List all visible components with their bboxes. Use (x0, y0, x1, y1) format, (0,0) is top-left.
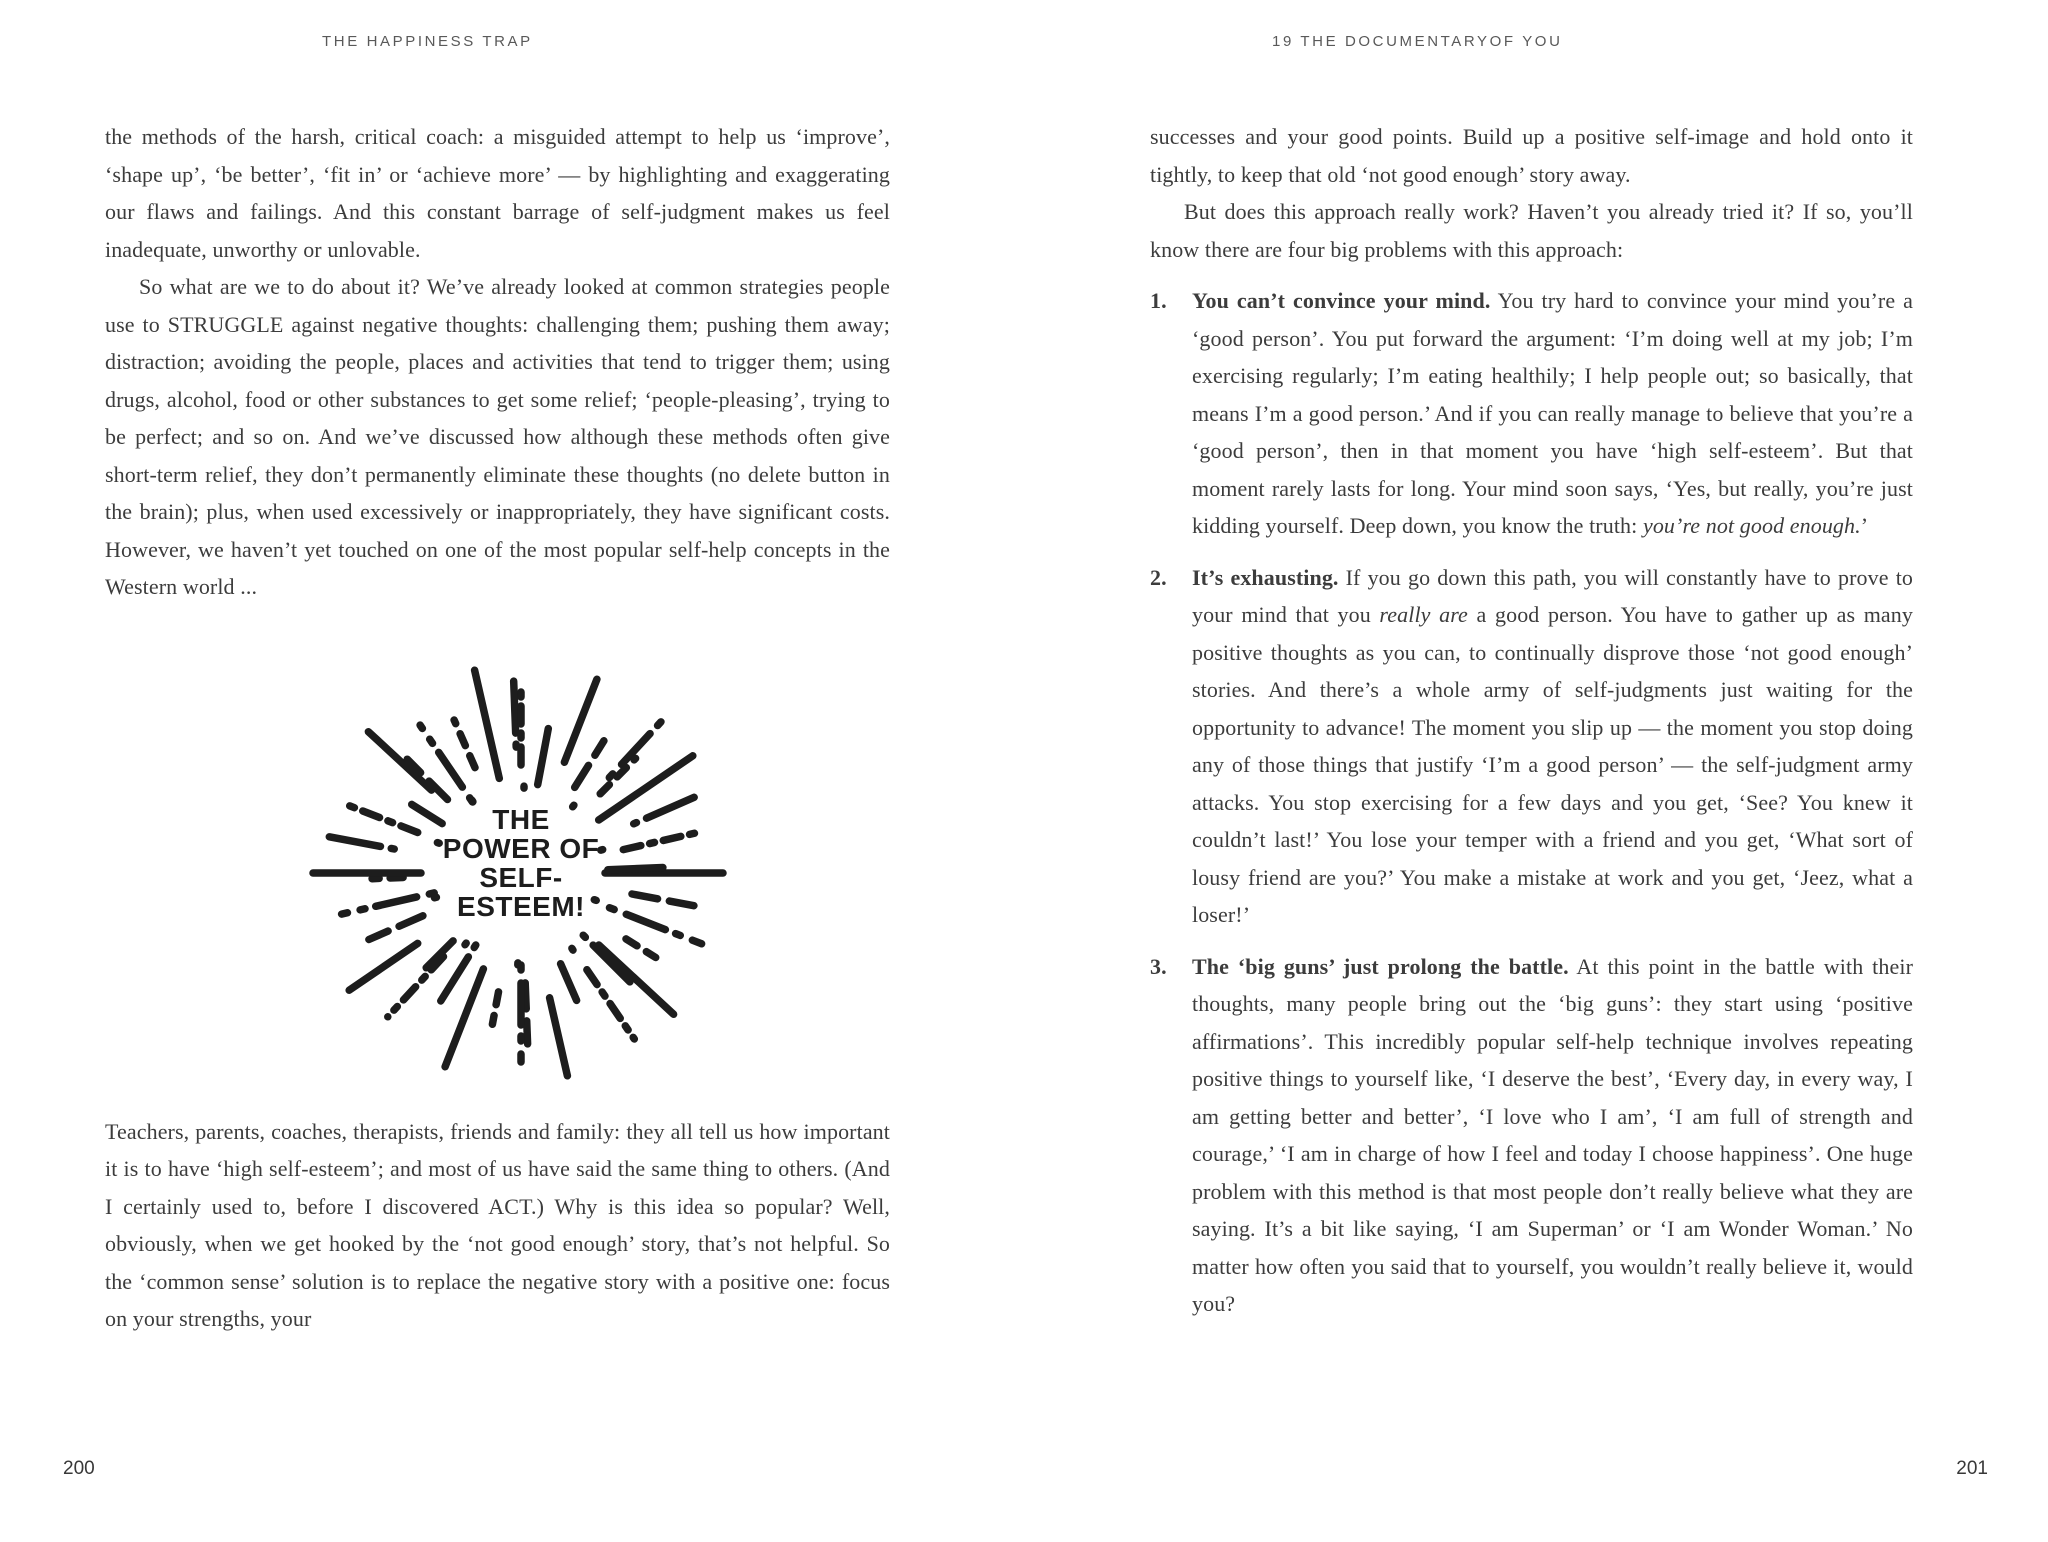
left-running-head: THE HAPPINESS TRAP (322, 33, 533, 50)
self-esteem-sunburst-illustration (105, 658, 890, 1088)
left-page-number: 200 (63, 1458, 95, 1479)
right-page-text-column (1150, 118, 1913, 1323)
paragraph: the methods of the harsh, critical coach: a misguided attempt to help us ‘improve’, ‘shape up’, ‘be better’, ‘fit in’ or ‘achieve more’ — by highlighting and exaggerating our flaws and failings. And this constant barrage of self-judgment makes us feel inadequate, unworthy or unlovable. (105, 124, 890, 262)
list-item-italic-text: you’re not good enough. (1642, 513, 1861, 538)
paragraph: So what are we to do about it? We’ve already looked at common strategies people use to STRUGGLE against negative thoughts: challenging them; pushing them away; distraction; avoiding the people, places and activities that tend to trigger them; using drugs, alcohol, food or other substances to get some relief; ‘people-pleasing’, trying to be perfect; and so on. And we’ve discussed how although these methods often give short-term relief, they don’t permanently eliminate these thoughts (no delete button in the brain); plus, when used excessively or inappropriately, they have significant costs. However, we haven’t yet touched on one of the most popular self-help concepts in the Western world ... (105, 274, 890, 599)
list-item-text: If you go down this path, you will constantly have to prove to your mind that you (1192, 564, 1914, 627)
left-page-text-column (105, 118, 890, 1338)
paragraph: Teachers, parents, coaches, therapists, friends and family: they all tell us how important it is to have ‘high self-esteem’; and most of us have said the same thing to others. (And I certainly used to, before I discovered ACT.) Why is this idea so popular? Well, obviously, when we get hooked by the ‘not good enough’ story, that’s not helpful. So the ‘common sense’ solution is to replace the negative story with a positive one: focus on your strengths, your (105, 1118, 890, 1331)
list-item-bold-lead: You can’t convince your mind. (1192, 288, 1491, 313)
burst-text-line: THE (491, 803, 550, 835)
list-item-bold-lead: The ‘big guns’ just prolong the battle. (1192, 953, 1569, 979)
right-running-head: 19 THE DOCUMENTARYOF YOU (1272, 33, 1563, 50)
list-item (1150, 282, 1913, 545)
list-item-number: 2. (1150, 564, 1167, 590)
list-item-number: 3. (1150, 953, 1167, 979)
list-item-text: You try hard to convince your mind you’re a ‘good person’. You put forward the argument: ‘I’m doing well at my job; I’m exercising regularly; I’m eating healthily; I help people out; so basically, that means I’m a good person.’ And if you can really manage to believe that you’re a ‘good person’, then in that moment you have ‘high self-esteem’. But that moment rarely lasts for long. Your mind soon says, ‘Yes, but really, you’re just kidding yourself. Deep down, you know the truth: (1192, 288, 1913, 538)
list-item-text: At this point in the battle with their thoughts, many people bring out the ‘big guns’: they start using ‘positive affirmations’. This incredibly popular self-help technique involves repeating positive things to yourself like, ‘I deserve the best’, ‘Every day, in every way, I am getting better and better’, ‘I love who I am’, ‘I am full of strength and courage,’ ‘I am in charge of how I feel and today I choose happiness’. One huge problem with this method is that most people don’t really believe what they are saying. It’s a bit like saying, ‘I am Superman’ or ‘I am Wonder Woman.’ No matter how often you said that to yourself, you wouldn’t really believe it, would you? (1192, 953, 1913, 1316)
list-item (1150, 948, 1913, 1323)
list-item (1150, 559, 1913, 934)
list-item-number: 1. (1150, 288, 1167, 313)
list-item-text: ’ (1860, 513, 1869, 538)
sunburst-icon (306, 658, 736, 1088)
right-page-number: 201 (1956, 1458, 1988, 1479)
burst-text-line: ESTEEM! (456, 890, 585, 922)
list-item-bold-lead: It’s exhausting. (1192, 564, 1339, 590)
burst-text-line: SELF- (478, 861, 563, 893)
burst-text-line: POWER OF (442, 832, 599, 864)
problems-list (1150, 282, 1913, 1323)
paragraph: successes and your good points. Build up a positive self-image and hold onto it tightly, to keep that old ‘not good enough’ story away. (1150, 124, 1913, 187)
list-item-text: a good person. You have to gather up as many positive thoughts as you can, to continually disprove those ‘not good enough’ stories. And there’s a whole army of self-judgments just waiting for the opportunity to advance! The moment you slip up — the moment you stop doing any of those things that justify ‘I’m a good person’ — the self-judgment army attacks. You stop exercising for a few days and you get, ‘See? You knew it couldn’t last!’ You lose your temper with a friend and you get, ‘What sort of lousy friend are you?’ You make a mistake at work and you get, ‘Jeez, what a loser!’ (1192, 602, 1913, 927)
list-item-italic-text: really are (1379, 602, 1468, 627)
paragraph: But does this approach really work? Haven’t you already tried it? If so, you’ll know there are four big problems with this approach: (1150, 199, 1913, 262)
